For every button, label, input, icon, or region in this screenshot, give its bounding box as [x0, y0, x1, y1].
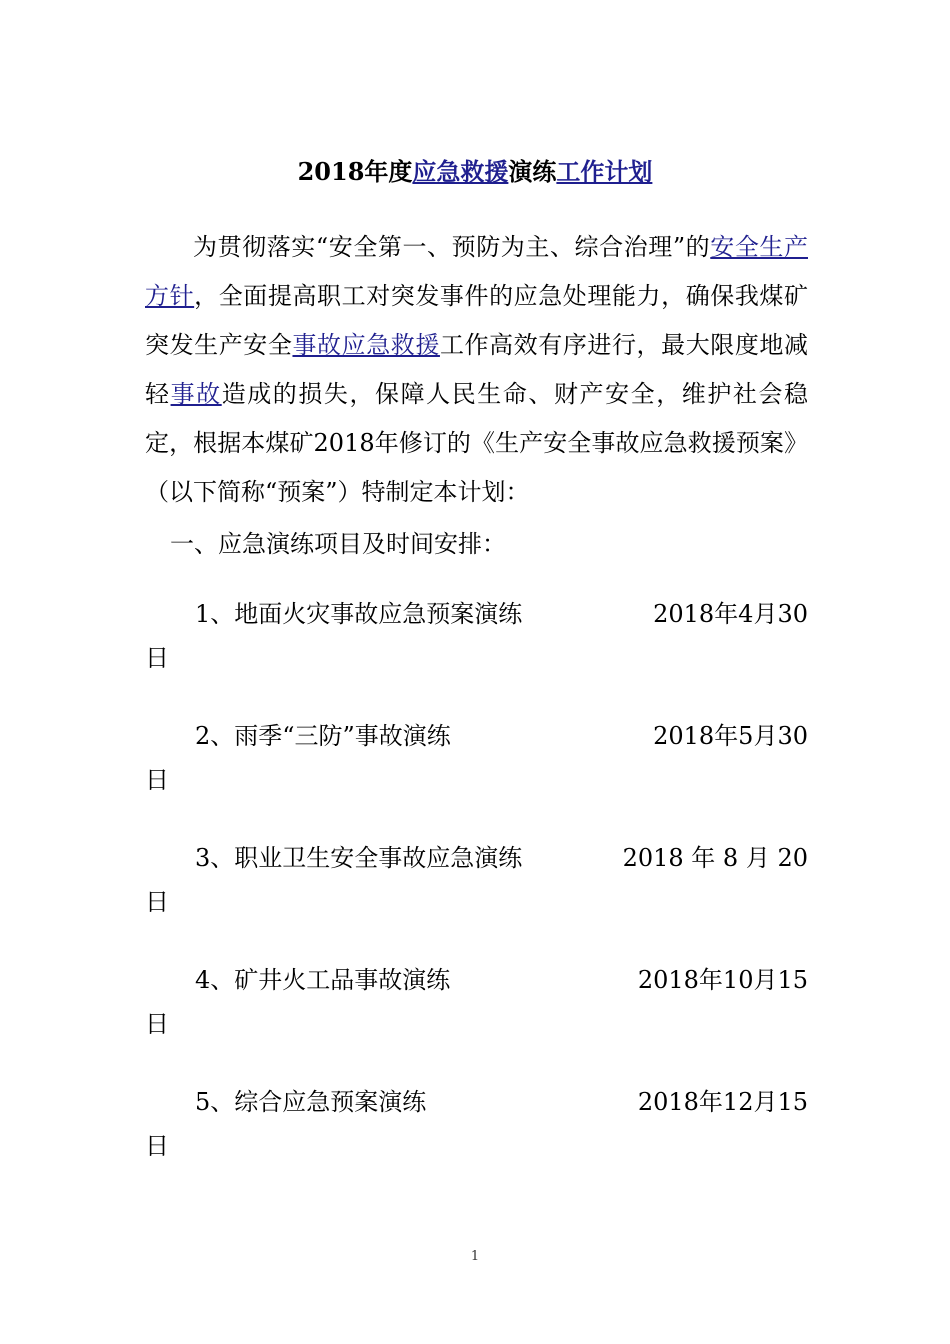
drill-name: 3、职业卫生安全事故应急演练	[195, 844, 523, 872]
intro-text-4: 造成的损失，保障人民生命、财产安全，维护社会稳定，根据本煤矿2018年修订的《生产安全事故应急救援预案》（以下简称“预案”）特制定本计划：	[145, 380, 809, 506]
link-safety-policy[interactable]: 安全生产方针	[145, 233, 808, 310]
document-title	[0, 152, 950, 192]
drill-date-tail: 日	[145, 888, 169, 916]
intro-text-3: 工作高效有序进行，最大限度地减轻	[145, 331, 809, 408]
intro-text-1: 为贯彻落实“安全第一、预防为主、综合治理”的	[193, 233, 711, 261]
intro-paragraph	[145, 223, 808, 517]
title-link-emergency-rescue[interactable]: 应急救援	[412, 157, 509, 186]
drill-name: 5、综合应急预案演练	[195, 1088, 427, 1116]
page-number: 1	[470, 1249, 480, 1264]
drill-date: 2018年10月15	[637, 966, 808, 994]
drill-date: 2018年12月15	[637, 1088, 808, 1116]
drill-date-tail: 日	[145, 644, 169, 672]
intro-text-2: ，全面提高职工对突发事件的应急处理能力，确保我煤矿突发生产安全	[145, 282, 809, 359]
drill-date: 2018年5月30	[653, 722, 808, 750]
title-link-work-plan[interactable]: 工作计划	[556, 157, 653, 186]
drill-name: 4、矿井火工品事故演练	[195, 966, 451, 994]
drill-name: 2、雨季“三防”事故演练	[195, 722, 451, 750]
drill-name: 1、地面火灾事故应急预案演练	[195, 600, 523, 628]
drill-date-tail: 日	[145, 1132, 169, 1160]
drill-date-tail: 日	[145, 1010, 169, 1038]
title-year: 2018年度	[297, 157, 413, 186]
drill-date: 2018年4月30	[653, 600, 808, 628]
drill-date: 2018 年 8 月 20	[622, 844, 808, 872]
title-drill: 演练	[508, 157, 557, 186]
drill-date-tail: 日	[145, 766, 169, 794]
section-heading-drill-schedule: 一、应急演练项目及时间安排：	[170, 530, 506, 558]
link-accident[interactable]: 事故	[170, 380, 222, 408]
link-accident-rescue[interactable]: 事故应急救援	[292, 331, 440, 359]
